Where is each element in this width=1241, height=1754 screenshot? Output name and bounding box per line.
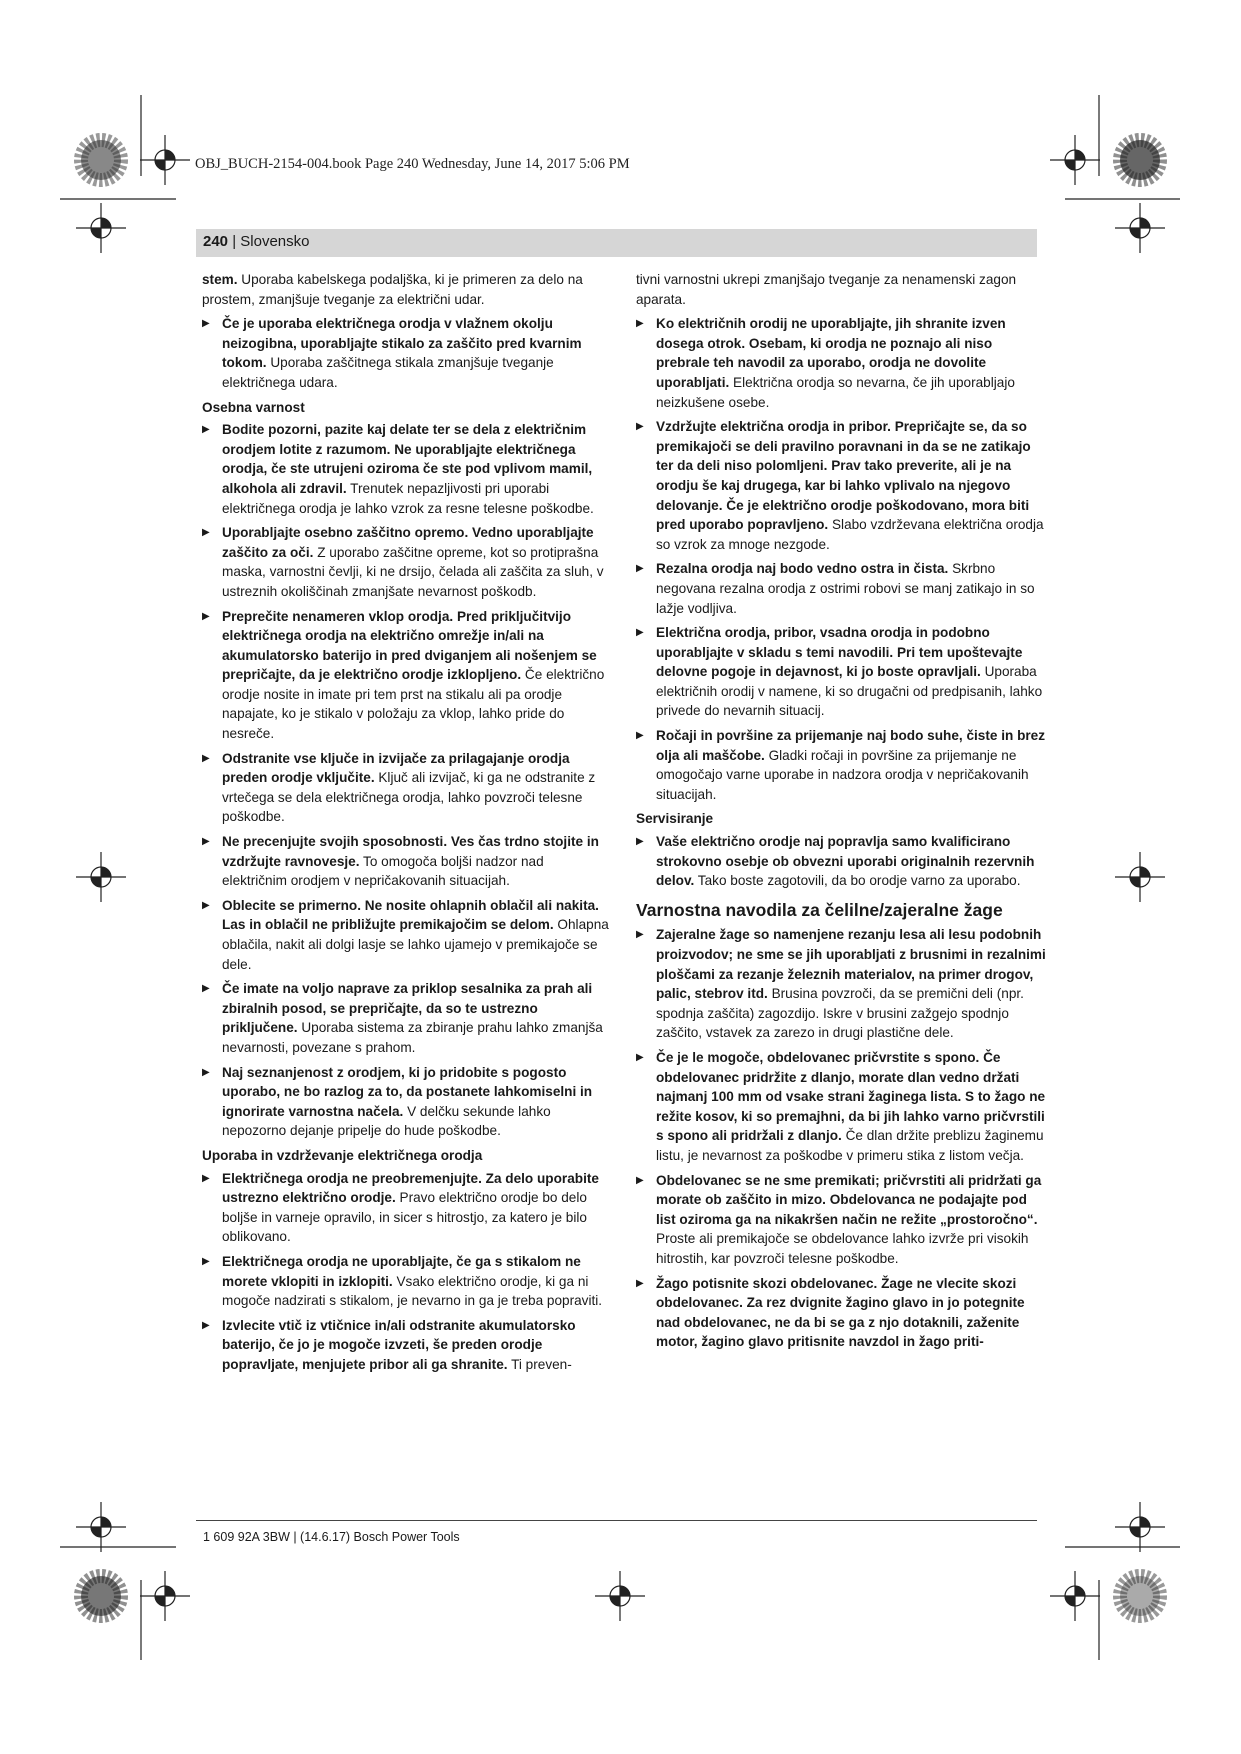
star-target-top-left: [81, 140, 121, 180]
bullet-item: ▶ Zajeralne žage so namenjene rezanju lesa ali lesu podobnih proizvodov; ne sme se jih uporabljati z brusnimi in rezalnimi ploščami za rezanje železnih materialov, na primer drogov, palic, stebrov itd. Brusina povzroči, da se premični deli (npr. spodnja zaščita) zagozdijo. Iskre v brusini zažgejo spodnjo zaščito, vstavek za zarezo in drugi plastične dele.: [636, 925, 1048, 1043]
bullet-item: ▶ Bodite pozorni, pazite kaj delate ter se dela z električnim orodjem lotite z razumom. Ne uporabljajte električnega orodja, če ste utrujeni oziroma če ste pod vplivom mamil, alkohola ali zdravil. Trenutek nepazljivosti pri uporabi električnega orodja je lahko vzrok za resne telesne poškodbe.: [202, 420, 612, 518]
section-title: Varnostna navodila za čelilne/zajeralne žage: [636, 899, 1003, 920]
section-heading: Uporaba in vzdrževanje električnega orodja: [202, 1147, 483, 1163]
star-target-bottom-right: [1120, 1576, 1160, 1616]
bullet-item: ▶ Uporabljajte osebno zaščitno opremo. Vedno uporabljajte zaščito za oči. Z uporabo zaščitne opreme, kot so protiprašna maska, varnostni čevlji, ki ne drsijo, čelada ali zaščita za sluh, v ustreznih okoliščinah zmanjšate nevarnost poškodb.: [202, 523, 612, 601]
page-footer: 1 609 92A 3BW | (14.6.17) Bosch Power Tools: [203, 1530, 460, 1544]
bullet-item: ▶ Ročaji in površine za prijemanje naj bodo suhe, čiste in brez olja ali maščobe. Gladki ročaji in površine za prijemanje ne omogočajo varne uporabe in nadzora orodja v nepričakovanih situacijah.: [636, 726, 1048, 804]
bullet-item: ▶ Izvlecite vtič iz vtičnice in/ali odstranite akumulatorsko baterijo, če jo je mogoče izvzeti, še preden orodje popravljate, menjujete pribor ali ga shranite. Ti preven-: [202, 1316, 612, 1375]
bullet-item: ▶ Obdelovanec se ne sme premikati; pričvrstiti ali pridržati ga morate ob zaščito in mizo. Obdelovanca ne podajajte pod list oziroma ga na nikakršen način ne režite „prostoročno“. Proste ali premikajoče se obdelovance lahko izvrže pri visokih hitrostih, kar povzroči telesne poškodbe.: [636, 1171, 1048, 1269]
bullet-item: ▶ Če imate na voljo naprave za priklop sesalnika za prah ali zbiralnih posod, se prepričajte, da so te ustrezno priključene. Uporaba sistema za zbiranje prahu lahko zmanjša nevarnosti, povezane s prahom.: [202, 979, 612, 1057]
star-target-top-right: [1120, 140, 1160, 180]
star-target-bottom-left: [81, 1576, 121, 1616]
bullet-item: ▶ Ko električnih orodij ne uporabljajte, jih shranite izven dosega otrok. Osebam, ki orodja ne poznajo ali niso prebrale teh navodil za uporabo, orodja ne dovolite uporabljati. Električna orodja so nevarna, če jih uporabljajo neizkušene osebe.: [636, 314, 1048, 412]
bullet-item: ▶ Oblecite se primerno. Ne nosite ohlapnih oblačil ali nakita. Las in oblačil ne približujte premikajočim se delom. Ohlapna oblačila, nakit ali dolgi lasje se lahko ujamejo v premikajoče se dele.: [202, 896, 612, 974]
paragraph: tivni varnostni ukrepi zmanjšajo tveganje za nenamenski zagon aparata.: [636, 272, 1017, 307]
page-number: 240: [203, 233, 229, 250]
footer-rule: [196, 1520, 1037, 1521]
header-language: Slovensko: [240, 233, 310, 250]
right-column: [636, 270, 1048, 1357]
bullet-item: ▶ Žago potisnite skozi obdelovanec. Žage ne vlecite skozi obdelovanec. Za rez dvignite žagino glavo in jo potegnite nad obdelovanec, ne da bi se ga z njo dotaknili, zaženite motor, žagino glavo pritisnite navzdol in žago priti-: [636, 1274, 1048, 1352]
page-header: [203, 233, 310, 250]
paragraph: stem. Uporaba kabelskega podaljška, ki je primeren za delo na prostem, zmanjšuje tveganje za električni udar.: [202, 272, 583, 307]
section-heading: Osebna varnost: [202, 399, 305, 415]
bullet-item: ▶ Preprečite nenameren vklop orodja. Pred priključitvijo električnega orodja na električno omrežje in/ali na akumulatorsko baterijo in pred dviganjem ali nošenjem se prepričajte, da je električno orodje izklopljeno. Če električno orodje nosite in imate pri tem prst na stikalu ali pa orodje napajate, ko je stikalo v položaju za vklop, lahko pride do nesreče.: [202, 607, 612, 744]
header-separator: |: [232, 233, 237, 250]
bullet-item: ▶ Če je uporaba električnega orodja v vlažnem okolju neizogibna, uporabljajte stikalo za zaščito pred kvarnim tokom. Uporaba zaščitnega stikala zmanjšuje tveganje električnega udara.: [202, 314, 612, 392]
bullet-item: ▶ Ne precenjujte svojih sposobnosti. Ves čas trdno stojite in vzdržujte ravnovesje. To omogoča boljši nadzor nad električnim orodjem v nepričakovanih situacijah.: [202, 832, 612, 891]
bullet-item: ▶ Odstranite vse ključe in izvijače za prilagajanje orodja preden orodje vključite. Ključ ali izvijač, ki ga ne odstranite z vrtečega se dela električnega orodja, lahko povzroči telesne poškodbe.: [202, 749, 612, 827]
bullet-item: ▶ Če je le mogoče, obdelovanec pričvrstite s spono. Če obdelovanec pridržite z dlanjo, morate dlan vedno držati najmanj 100 mm od vsake strani žaginega lista. S to žago ne režite kosov, ki so premajhni, da bi jih lahko varno pričvrstili s spono ali pridržali z dlanjo. Če dlan držite preblizu žaginemu listu, je nevarnost za poškodbe v primeru stika z listom večja.: [636, 1048, 1048, 1166]
bullet-item: ▶ Električnega orodja ne uporabljajte, če ga s stikalom ne morete vklopiti in izklopiti. Vsako električno orodje, ki ga ni mogoče nadzirati s stikalom, je nevarno in ga je treba popraviti.: [202, 1252, 612, 1311]
page-header-bar: [196, 229, 1037, 257]
bullet-item: ▶ Vaše električno orodje naj popravlja samo kvalificirano strokovno osebje ob obvezni uporabi originalnih rezervnih delov. Tako boste zagotovili, da bo orodje varno za uporabo.: [636, 832, 1048, 891]
left-column: [202, 270, 612, 1379]
print-slug: OBJ_BUCH-2154-004.book Page 240 Wednesday, June 14, 2017 5:06 PM: [195, 156, 630, 172]
bullet-item: ▶ Električna orodja, pribor, vsadna orodja in podobno uporabljajte v skladu s temi navodili. Pri tem upoštevajte delovne pogoje in dejavnost, ki jo boste opravljali. Uporaba električnih orodij v namene, ki so drugačni od predpisanih, lahko privede do nevarnih situacij.: [636, 623, 1048, 721]
bullet-item: ▶ Vzdržujte električna orodja in pribor. Prepričajte se, da so premikajoči se deli pravilno poravnani in da se ne zatikajo ter da deli niso polomljeni. Prav tako preverite, ali je na orodju še kaj drugega, kar bi lahko vplivalo na njegovo delovanje. Če je električno orodje poškodovano, mora biti pred uporabo popravljeno. Slabo vzdrževana električna orodja so vzrok za mnoge nezgode.: [636, 417, 1048, 554]
bullet-item: ▶ Rezalna orodja naj bodo vedno ostra in čista. Skrbno negovana rezalna orodja z ostrimi robovi se manj zatikajo in so lažje vodljiva.: [636, 559, 1048, 618]
bullet-item: ▶ Električnega orodja ne preobremenjujte. Za delo uporabite ustrezno električno orodje. Pravo električno orodje bo delo boljše in varneje opravilo, in sicer s hitrostjo, za katero je bilo oblikovano.: [202, 1169, 612, 1247]
bullet-item: ▶ Naj seznanjenost z orodjem, ki jo pridobite s pogosto uporabo, ne bo razlog za to, da postanete lahkomiselni in ignorirate varnostna načela. V delčku sekunde lahko nepozorno dejanje pripelje do hude poškodbe.: [202, 1063, 612, 1141]
section-heading: Servisiranje: [636, 811, 714, 827]
